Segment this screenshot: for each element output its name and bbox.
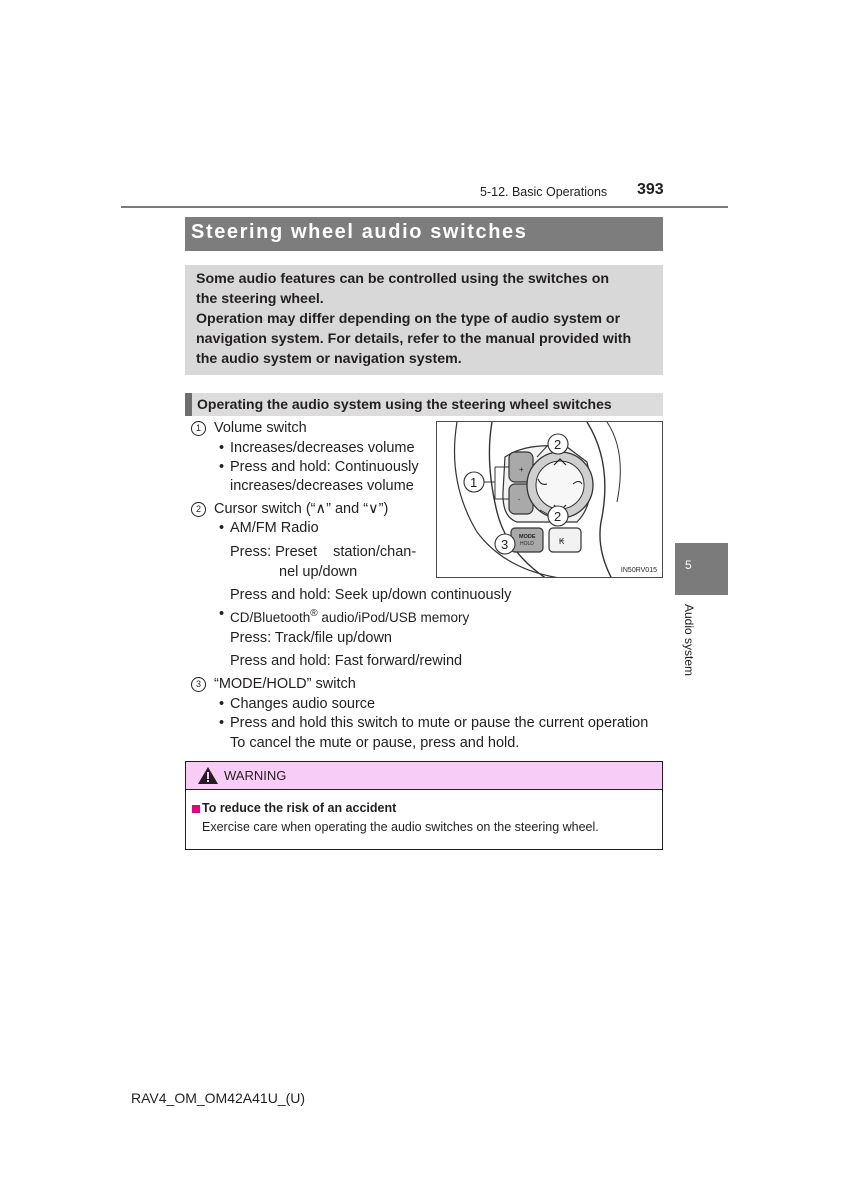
bullet-text-continued: increases/decreases volume — [230, 478, 414, 494]
svg-text:₭: ₭ — [559, 537, 565, 546]
item-number-3: 3 — [191, 677, 206, 692]
subsection-header — [185, 393, 663, 416]
hold-label: HOLD — [520, 541, 534, 547]
callout-2: 2 — [554, 509, 562, 524]
press-text: Press: Preset station/chan- — [230, 544, 417, 560]
warning-subtitle: To reduce the risk of an accident — [202, 801, 397, 815]
item-number-2: 2 — [191, 502, 206, 517]
callout-1: 1 — [470, 475, 478, 490]
intro-line: the audio system or navigation system. — [196, 351, 462, 367]
warning-label: WARNING — [224, 768, 287, 783]
page-title: Steering wheel audio switches — [191, 221, 528, 243]
item-number-1: 1 — [191, 421, 206, 436]
hold-text: Press and hold: Seek up/down continuously — [230, 587, 512, 603]
bullet-text-part: CD/Bluetooth — [230, 609, 311, 625]
bullet-text: • Changes audio source — [230, 695, 375, 713]
chapter-number: 5 — [685, 558, 692, 572]
svg-text:+: + — [519, 465, 524, 474]
header-rule — [121, 206, 728, 208]
bullet-text: • Press and hold: Continuously — [230, 458, 419, 476]
warning-box — [185, 761, 663, 850]
item-title-cursor: Cursor switch (“∧” and “∨”) — [214, 501, 389, 517]
bullet-text: • AM/FM Radio — [230, 519, 319, 537]
hold-text: Press and hold: Fast forward/rewind — [230, 653, 463, 669]
warning-text: Exercise care when operating the audio switches on the steering wheel. — [202, 820, 599, 834]
bullet-text-part: audio/iPod/USB memory — [317, 609, 470, 625]
bullet-text: • Increases/decreases volume — [230, 439, 415, 457]
page-number: 393 — [637, 181, 664, 198]
callout-3: 3 — [501, 537, 509, 552]
steering-switch-drawing — [437, 422, 663, 578]
mode-label: MODE — [519, 534, 536, 540]
svg-text:-: - — [518, 497, 521, 504]
intro-line: Some audio features can be controlled using the switches on — [196, 271, 610, 287]
steering-switch-illustration — [436, 421, 663, 578]
bullet-text: • Press and hold this switch to mute or pause the current operation — [230, 714, 648, 732]
warning-header — [186, 762, 662, 790]
intro-line: the steering wheel. — [196, 291, 324, 307]
press-text: Press: Track/file up/down — [230, 630, 392, 646]
illustration-code: IN50RV015 — [620, 567, 657, 574]
callout-2: 2 — [554, 437, 562, 452]
registered-mark: ® — [310, 608, 318, 619]
chapter-label: Audio system — [682, 603, 696, 677]
document-code: RAV4_OM_OM42A41U_(U) — [131, 1090, 306, 1106]
intro-line: navigation system. For details, refer to the manual provided with — [196, 331, 632, 347]
item-title-mode-hold: “MODE/HOLD” switch — [214, 676, 356, 692]
intro-box — [185, 265, 663, 375]
subsection-title: Operating the audio system using the steering wheel switches — [197, 396, 612, 412]
bullet-text-continued: To cancel the mute or pause, press and hold. — [230, 735, 520, 751]
bullet-text — [230, 605, 469, 627]
warning-marker — [192, 805, 200, 813]
intro-line: Operation may differ depending on the type of audio system or — [196, 311, 621, 327]
press-text-continued: nel up/down — [279, 564, 358, 580]
warning-triangle-icon — [198, 767, 218, 784]
title-bar — [185, 217, 663, 251]
chapter-tab — [675, 543, 728, 595]
section-heading: 5-12. Basic Operations — [480, 185, 608, 199]
item-title-volume: Volume switch — [214, 420, 307, 436]
